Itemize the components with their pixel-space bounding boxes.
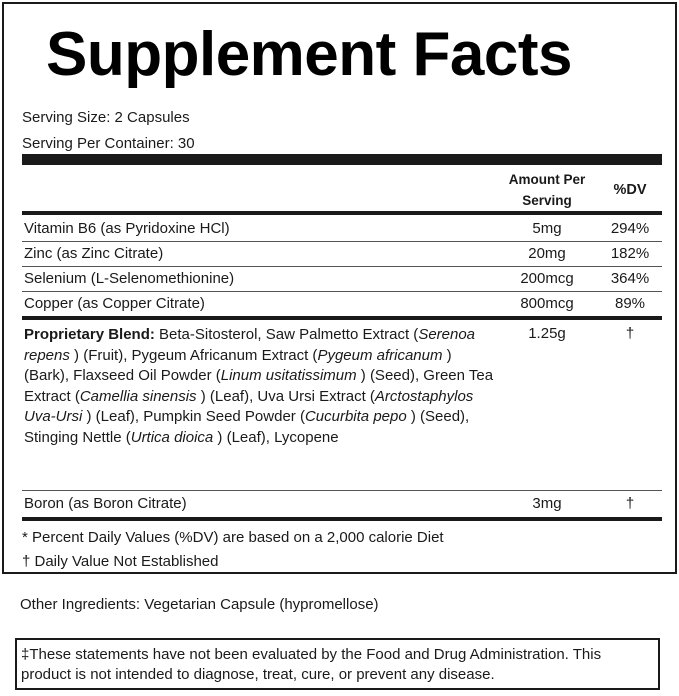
nutrient-name: Vitamin B6 (as Pyridoxine HCl) bbox=[24, 220, 230, 237]
fda-disclaimer-box bbox=[15, 638, 660, 690]
serving-size: Serving Size: 2 Capsules bbox=[22, 109, 190, 126]
nutrient-dv: 294% bbox=[610, 220, 650, 237]
nutrient-amount: 5mg bbox=[532, 220, 562, 237]
botanical-name: Pygeum africanum bbox=[317, 346, 443, 364]
blend-text: Beta-Sitosterol, Saw Palmetto Extract ( bbox=[154, 326, 419, 343]
nutrient-name: Copper (as Copper Citrate) bbox=[24, 295, 205, 312]
header-divider bbox=[22, 211, 662, 215]
blend-text: ) (Bark), Flaxseed Oil Powder ( bbox=[24, 346, 452, 385]
footnote-not-established: † Daily Value Not Established bbox=[22, 553, 219, 570]
botanical-name: Urtica dioica bbox=[130, 428, 214, 446]
dv-header: %DV bbox=[613, 182, 647, 198]
blend-text: ) (Seed), Green Tea Extract ( bbox=[24, 367, 494, 405]
nutrient-dv: 182% bbox=[610, 245, 650, 262]
blend-label: Proprietary Blend: bbox=[24, 326, 155, 343]
botanical-name: Cucurbita pepo bbox=[304, 408, 407, 426]
proprietary-blend bbox=[24, 325, 494, 449]
nutrient-amount: 800mcg bbox=[520, 295, 574, 312]
thick-divider bbox=[22, 154, 662, 165]
blend-text: ) (Leaf), Lycopene bbox=[213, 428, 339, 446]
blend-text: ) (Leaf), Pumpkin Seed Powder ( bbox=[82, 408, 305, 426]
other-ingredients: Other Ingredients: Vegetarian Capsule (hypromellose) bbox=[20, 596, 379, 613]
panel-title: Supplement Facts bbox=[46, 20, 572, 89]
nutrient-name: Selenium (L-Selenomethionine) bbox=[24, 270, 235, 287]
blend-ingredients bbox=[24, 326, 493, 446]
nutrient-amount: 200mcg bbox=[520, 270, 574, 287]
blend-text: ) (Seed), Stinging Nettle ( bbox=[24, 408, 470, 446]
footnote-daily-values: * Percent Daily Values (%DV) are based on a 2,000 calorie Diet bbox=[22, 529, 444, 546]
nutrient-dv: † bbox=[625, 495, 635, 512]
row-divider bbox=[22, 490, 662, 491]
nutrient-amount: 20mg bbox=[528, 245, 566, 262]
supplement-facts-panel bbox=[2, 2, 677, 574]
botanical-name: Serenoa repens bbox=[24, 326, 476, 364]
botanical-name: Camellia sinensis bbox=[79, 387, 197, 405]
row-divider bbox=[22, 291, 662, 292]
row-divider bbox=[22, 241, 662, 242]
blend-dv: † bbox=[625, 325, 635, 342]
row-divider bbox=[22, 266, 662, 267]
blend-amount: 1.25g bbox=[528, 325, 566, 342]
blend-text: ) (Fruit), Pygeum Africanum Extract ( bbox=[69, 346, 318, 364]
section-divider bbox=[22, 316, 662, 320]
nutrient-dv: 89% bbox=[614, 295, 646, 312]
amount-header: Amount Per Serving bbox=[508, 172, 586, 208]
nutrient-amount: 3mg bbox=[532, 495, 562, 512]
bottom-divider bbox=[22, 517, 662, 521]
nutrient-name: Zinc (as Zinc Citrate) bbox=[24, 245, 164, 262]
servings-per-container: Serving Per Container: 30 bbox=[22, 135, 195, 152]
botanical-name: Linum usitatissimum bbox=[220, 367, 357, 385]
nutrient-dv: 364% bbox=[610, 270, 650, 287]
blend-text: ) (Leaf), Uva Ursi Extract ( bbox=[196, 387, 375, 405]
fda-disclaimer-text: ‡These statements have not been evaluated by the Food and Drug Administration. This product is not intended to diagnose, treat, cure, or prevent any disease. bbox=[21, 646, 602, 683]
nutrient-name: Boron (as Boron Citrate) bbox=[24, 495, 187, 512]
botanical-name: Arctostaphylos Uva-Ursi bbox=[24, 387, 474, 426]
